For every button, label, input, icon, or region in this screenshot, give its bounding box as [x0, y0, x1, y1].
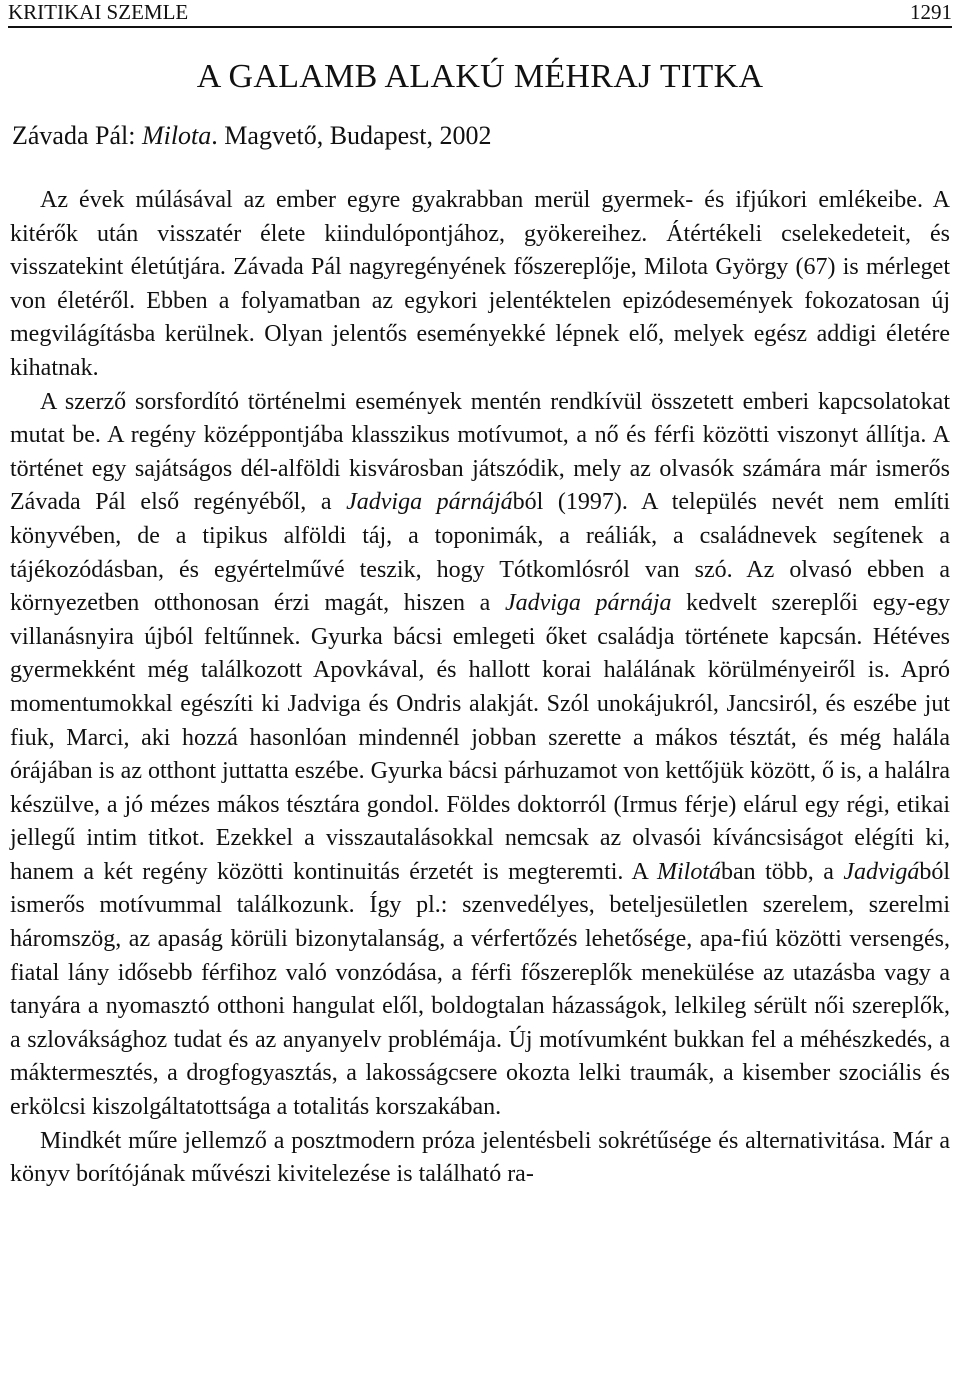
article-body — [10, 184, 950, 1192]
paragraph-text: ból ismerős motívummal találkozunk. Így pl.: szenvedélyes, beteljesületlen szerelem, szerelmi háromszög, az apaság körüli bizonytalanság, a vérfertőzés lehetősége, apa-fiú közötti versengés, fiatal lány idősebb férfihoz való vonzódása, a férfi főszereplők menekülése az utazásba vagy a tanyára a nyomasztó otthoni hangulat elől, boldogtalan házasságok, lelkileg sérült női szereplők, a szlováksághoz tudat és az anyanyelv problémája. Új motívumként bukkan fel a méhészkedés, a máktermesztés, a drogfogyasztás, a lakosságcsere okozta lelki traumák, a kisember szociális és erkölcsi kiszolgáltatottsága a totalitás korszakában. — [10, 858, 950, 1121]
italic-title: Jadviga párnája — [504, 590, 672, 617]
book-citation — [12, 121, 491, 151]
italic-title: Milotá — [657, 858, 721, 885]
paragraph-text: Az évek múlásával az ember egyre gyakrabban merül gyermek- és ifjúkori emlékeibe. A kitérők után visszatér élete kiindulópontjához, gyökereihez. Átértékeli cselekedeteit, és visszatekint életútjára. Závada Pál nagyregényének főszereplője, Milota György (67) is mérleget von életéről. Ebben a folyamatban az egykori jelentéktelen epizódesemények fokozatosan új megvilágításba kerülnek. Olyan jelentős eseményekké lépnek elő, melyek egész addigi életére kihatnak. — [10, 187, 950, 381]
citation-author: Závada Pál: — [12, 121, 142, 150]
citation-work: Milota — [141, 121, 212, 150]
page-number: 1291 — [910, 0, 952, 24]
paragraph-text: ban több, a — [721, 858, 844, 885]
paragraph-text: A szerző sorsfordító történelmi események mentén rendkívül összetett emberi kapcsolatokat mutat be. A regény középpontjába klasszikus motívumot, a nő és férfi közötti viszonyt állítja. A történet egy sajátságos dél-alföldi kisvárosban játszódik, mely az olvasók számára már ismerős Závada Pál első regényéből, a — [10, 388, 950, 516]
paragraph-text: kedvelt szereplői egy-egy villanásnyira újból feltűnnek. Gyurka bácsi emlegeti őket családja története kapcsán. Hétéves gyermekként még találkozott Apovkával, és hallott korai halálának körülményeiről is. Apró momentumokkal egészíti ki Jadviga és Ondris alakját. Szól unokájukról, Jancsiról, és eszébe jut fiuk, Marci, aki hozzá hasonlóan mindennél jobban szerette a mákos tésztát, és még halála órájában is az otthont juttatta eszébe. Gyurka bácsi párhuzamot von kettőjük között, ő is, a halálra készülve, a jó mézes mákos tésztára gondol. Földes doktorról (Irmus férje) elárul egy régi, etikai jellegű intim titkot. Ezekkel a visszautalásokkal nemcsak az olvasói kíváncsiságot elégíti ki, hanem a két regény közötti kontinuitás érzetét is megteremti. A — [10, 590, 950, 885]
journal-name: KRITIKAI SZEMLE — [8, 0, 189, 24]
paragraph-text: Mindkét műre jellemző a posztmodern próza jelentésbeli sokrétűsége és alternativitása. Már a könyv borítójának művészi kivitelezése is található ra- — [10, 1127, 950, 1188]
paragraph-text: ból (1997). A település nevét nem említi könyvében, de a tipikus alföldi táj, a toponimák, a reáliák, a családnevek segítenek a tájékozódásban, és egyértelművé teszik, hogy Tótkomlósról van szó. Az olvasó ebben a környezetben otthonosan érzi magát, hiszen a — [10, 489, 951, 617]
paragraph-2 — [10, 386, 950, 1125]
paragraph-3 — [10, 1125, 950, 1192]
italic-title: Jadviga párnájá — [346, 489, 513, 516]
citation-publisher: . Magvető, Budapest, 2002 — [211, 121, 492, 150]
paragraph-1 — [10, 184, 950, 386]
header-rule — [8, 26, 952, 28]
running-header — [8, 0, 952, 26]
article-title: A GALAMB ALAKÚ MÉHRAJ TITKA — [196, 58, 764, 95]
italic-title: Jadvigá — [843, 858, 920, 885]
